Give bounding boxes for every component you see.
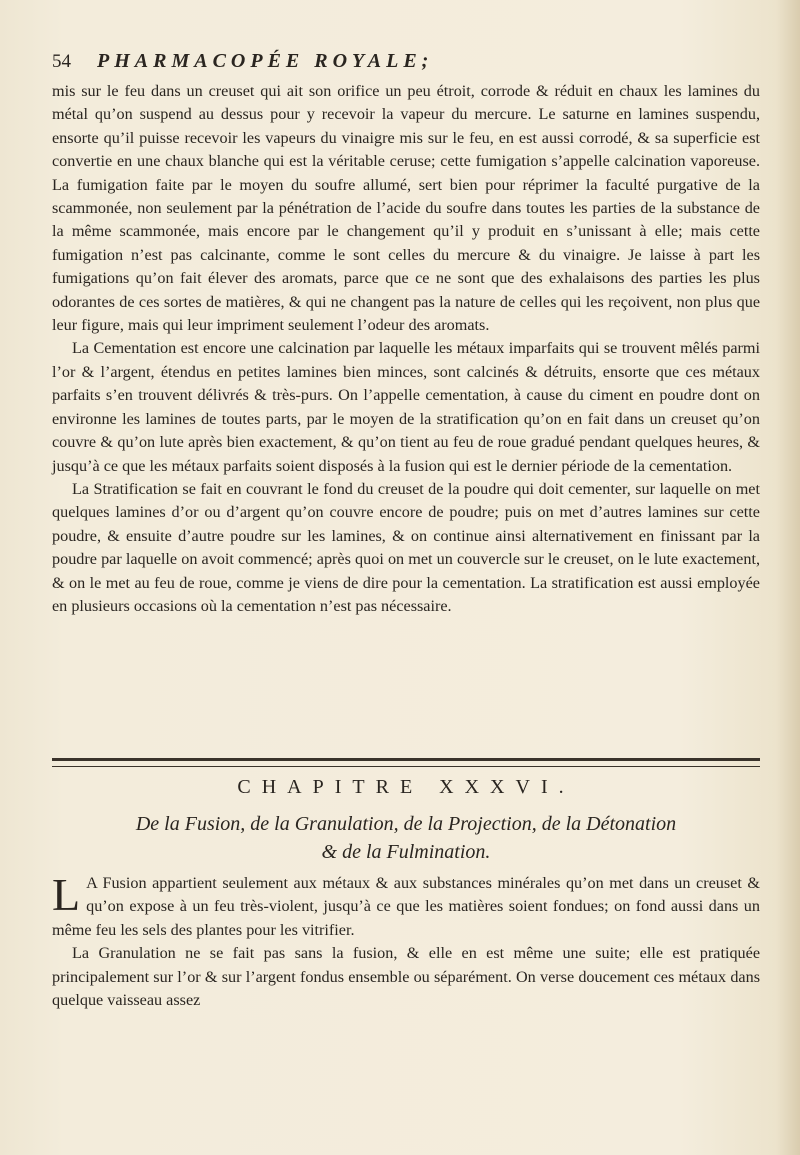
drop-cap: L (52, 869, 81, 920)
page-header (52, 50, 752, 80)
chapter-subtitle (52, 810, 760, 866)
paragraph-granulation: La Granulation ne se fait pas sans la fusion, & elle en est même une suite; elle est pratiquée principalement sur l’or & sur l’argent fondus ensemble ou séparément. On verse doucement ces métaux dans quelque vaisseau assez (52, 944, 760, 1010)
chapter-heading: CHAPITRE XXXVI. (237, 776, 575, 798)
page-number: 54 (52, 51, 71, 72)
paragraph-fumigation: mis sur le feu dans un creuset qui ait son orifice un peu étroit, corrode & réduit en chaux les lamines du métal qu’on suspend au dessus pour y recevoir la vapeur du mercure. Le saturne en lamines suspendu, ensorte qu’il puisse recevoir les vapeurs du vinaigre mis sur le feu, en est aussi corrodé, & sa superficie est convertie en une chaux blanche qui est la véritable cerusе; cette fumigation s’appelle calcination vaporeuse. La fumigation faite par le moyen du soufre allumé, sert bien pour réprimer la faculté purgative de la scammonée, non seulement par la pénétration de l’acide du soufre dans toutes les parties de la substance de la même scammonée, mais encore par le changement qu’il y produit en s’unissant à elle; mais cette fumigation n’est pas calcinante, comme le sont celles du mercure & du vinaigre. Je laisse à part les fumigations qu’on fait élever des aromats, parce que ce ne sont que des exhalaisons des parties les plus odorantes de ces sortes de matières, & qui ne changent pas la nature de celles qui les reçoivent, non plus que leur figure, mais qui leur impriment seulement l’odeur des aromats. (52, 82, 760, 335)
body-text (52, 80, 760, 618)
running-head: PHARMACOPÉE ROYALE; (97, 50, 434, 72)
paragraph-stratification: La Stratification se fait en couvrant le fond du creuset de la poudre qui doit cementer, sur laquelle on met quelques lamines d’or ou d’argent qu’on couvre encore de poudre; puis on met d’autres lamines sur cette poudre, & ensuite d’autre poudre sur les lamines, & on continue ainsi alternativement en finissant par la poudre par laquelle on avoit commencé; après quoi on met un couvercle sur le creuset, on le lute exactement, & on le met au feu de roue, comme je viens de dire pour la cementation. La stratification est aussi employée en plusieurs occasions où la cementation n’est pas nécessaire. (52, 479, 760, 615)
paragraph-fusion (52, 869, 760, 942)
paragraph-cementation: La Cementation est encore une calcination par laquelle les métaux imparfaits qui se trouvent mêlés parmi l’or & l’argent, étendus en petites lamines bien minces, sont calcinés & détruits, ensorte que ces métaux parfaits s’en trouvent délivrés & très-purs. On l’appelle cementation, à cause du ciment en poudre dont on environne les lamines de toutes parts, par le moyen de la stratification qu’on en fait dans un creuset qu’on couvre & qu’on lute après bien exactement, & qu’on tient au feu de roue gradué pendant quelques heures, & jusqu’à ce que les métaux parfaits soient disposés à la fusion qui est le dernier période de la cementation. (52, 339, 760, 475)
chapter-subtitle-line-2: & de la Fulmination. (321, 841, 491, 863)
chapter-divider-rule (52, 758, 760, 767)
chapter-text (52, 869, 760, 1012)
paragraph-fusion-text: A Fusion appartient seulement aux métaux & aux substances minérales qu’on met dans un creuset & qu’on expose à un feu très-violent, jusqu’à ce que les matières soient fondues; on fond aussi dans un même feu les sels des plantes pour les vitrifier. (52, 874, 760, 939)
chapter-subtitle-line-1: De la Fusion, de la Granulation, de la Projection, de la Détonation (135, 813, 677, 835)
